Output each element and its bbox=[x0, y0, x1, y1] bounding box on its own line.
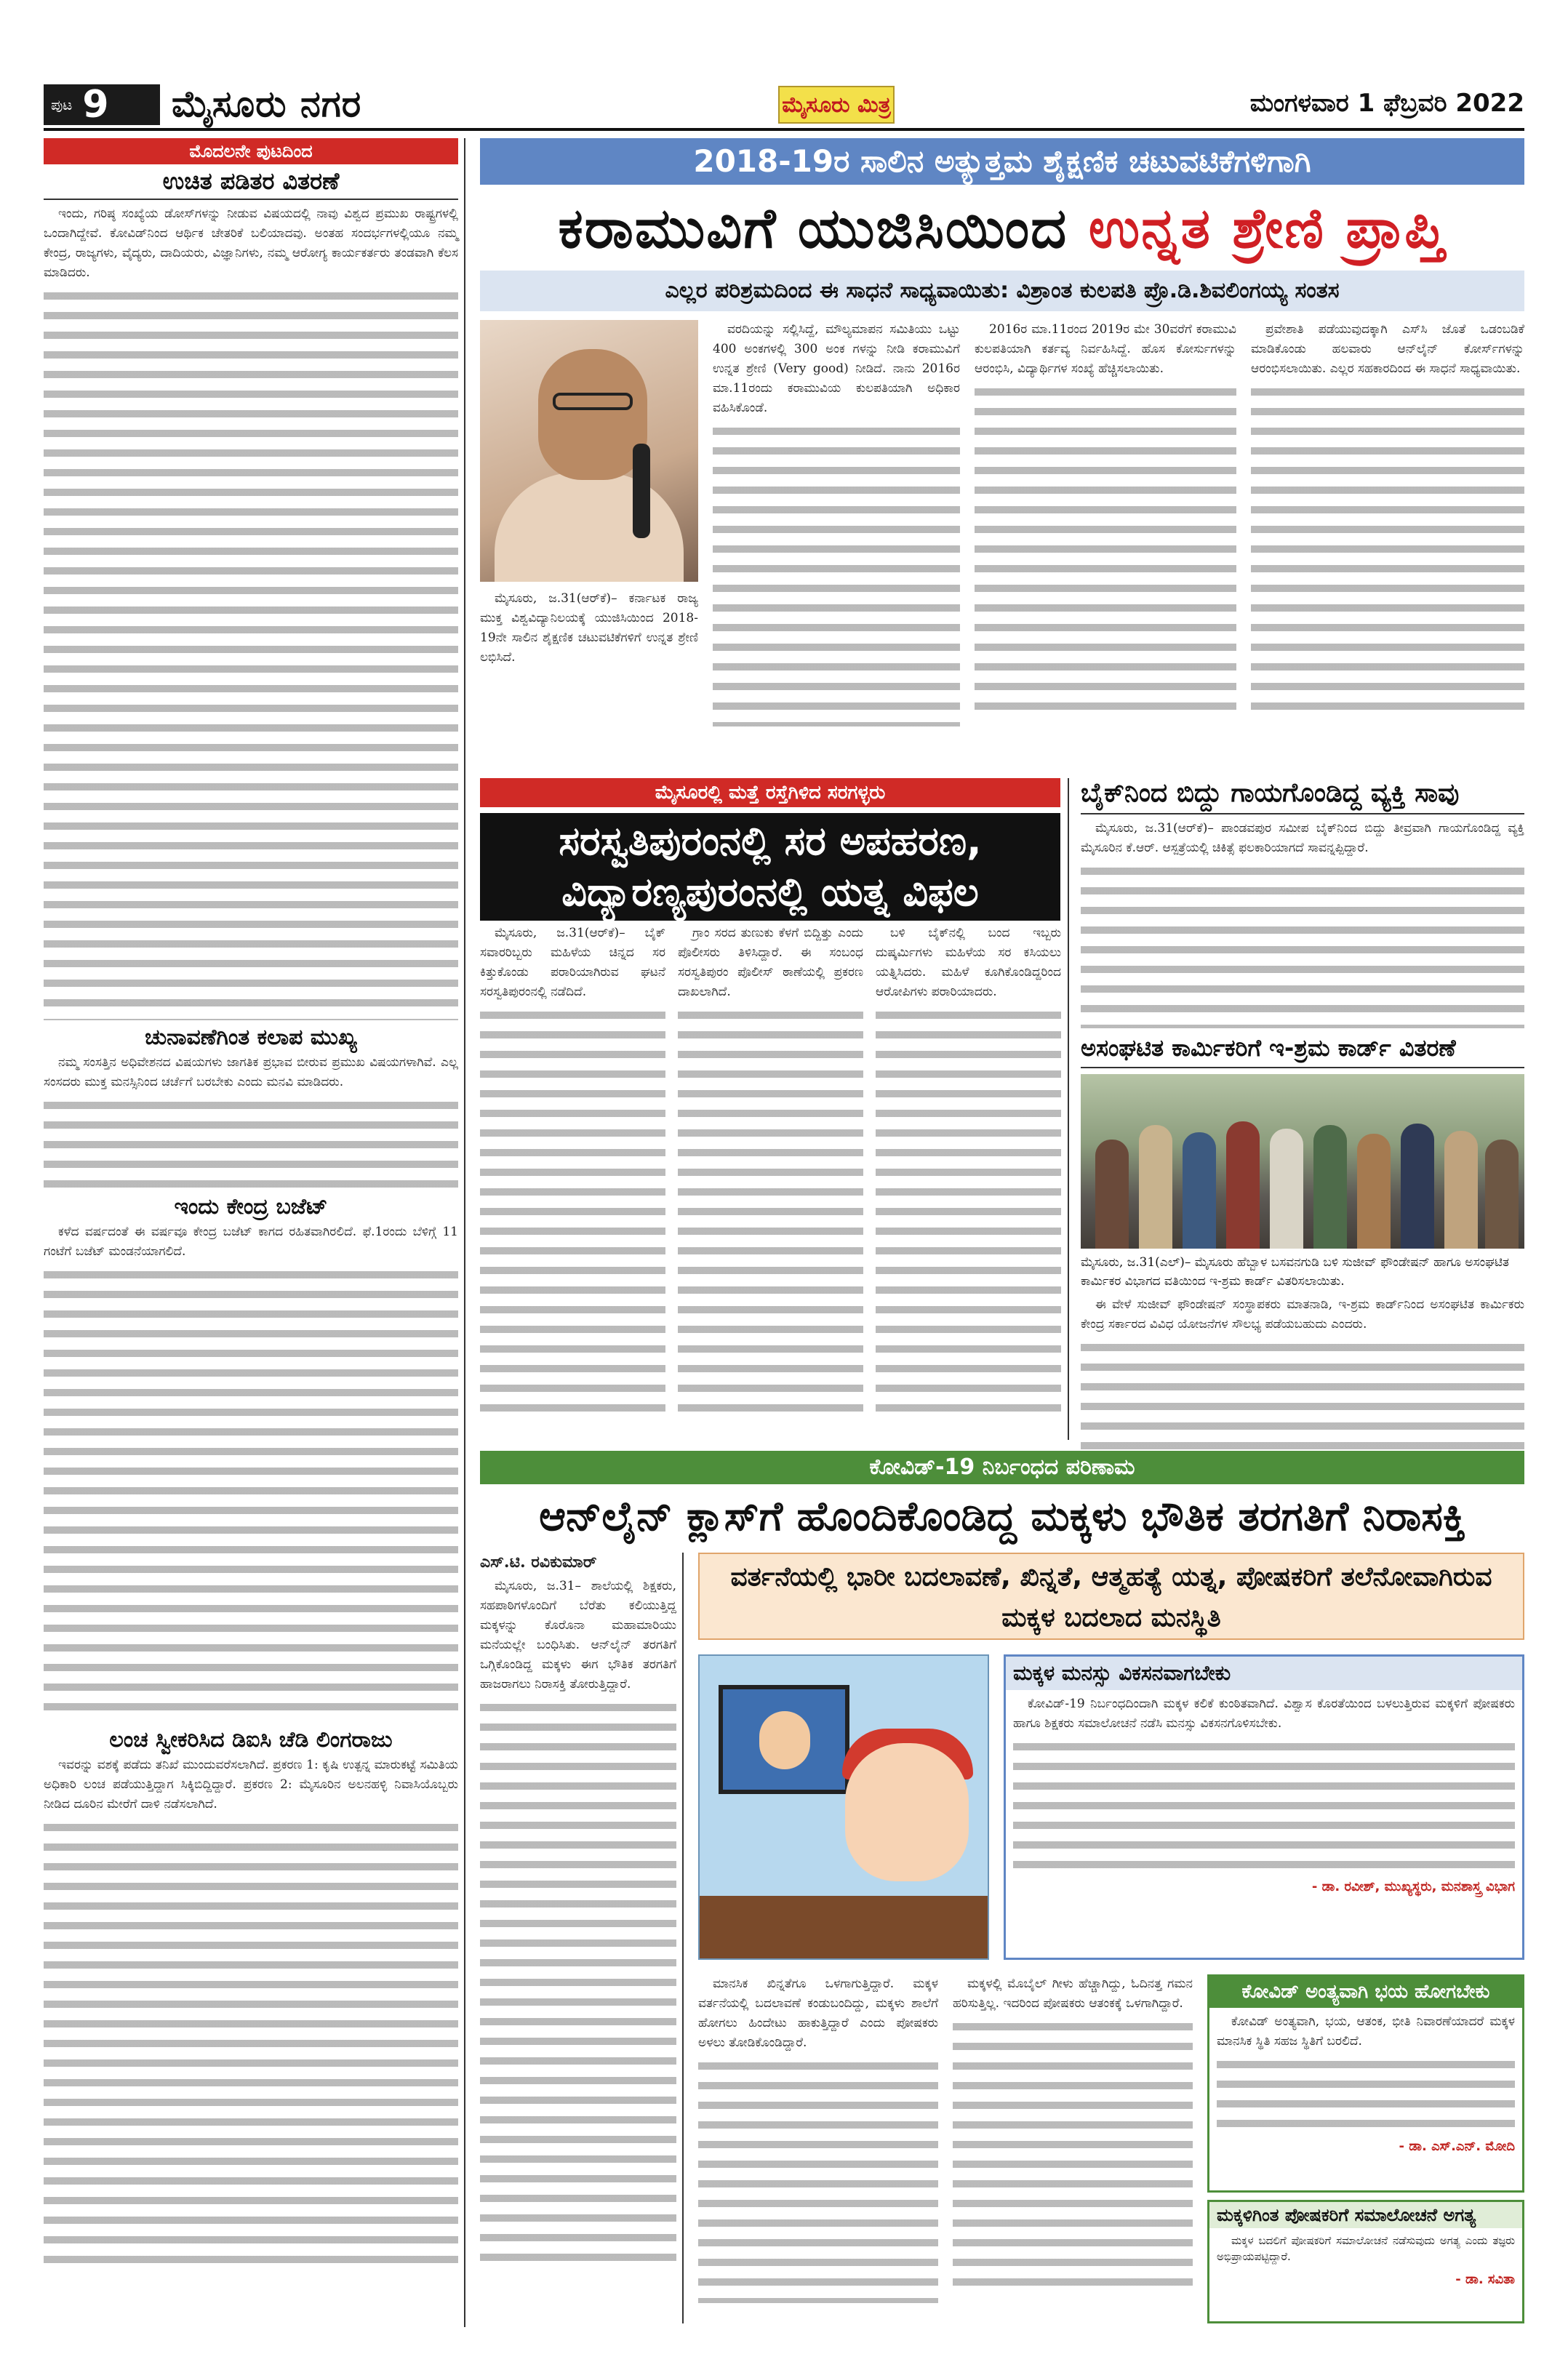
text-block bbox=[1081, 1337, 1524, 1454]
text-block bbox=[44, 1095, 458, 1190]
box-paragraph: ಮಕ್ಕಳ ಬದಲಿಗೆ ಪೋಷಕರಿಗೆ ಸಮಾಲೋಚನೆ ನಡೆಸುವುದು ಅಗತ್ಯ ಎಂದು ತಜ್ಞರು ಅಭಿಪ್ರಾಯಪಟ್ಟಿದ್ದಾರೆ. bbox=[1217, 2234, 1515, 2263]
story-column-2 bbox=[698, 1974, 938, 2323]
story-paragraph: ಬಳಿ ಬೈಕ್‌ನಲ್ಲಿ ಬಂದ ಇಬ್ಬರು ದುಷ್ಕರ್ಮಿಗಳು ಮಹಿಳೆಯ ಸರ ಕಸಿಯಲು ಯತ್ನಿಸಿದರು. ಮಹಿಳೆ ಕೂಗಿಕೊಂಡಿದ್ದರಿಂದ ಆರೋಪಿಗಳು ಪರಾರಿಯಾದರು. bbox=[876, 926, 1061, 999]
photo-glasses bbox=[553, 393, 633, 410]
photo-caption: ಮೈಸೂರು, ಜ.31(ಎಲ್‌)– ಮೈಸೂರು ಹೆಬ್ಬಾಳ ಬಸವನಗುಡಿ ಬಳಿ ಸುಜೀವ್ ಫೌಂಡೇಷನ್ ಹಾಗೂ ಅಸಂಘಟಿತ ಕಾರ್ಮಿಕರ ವಿಭಾಗದ ವತಿಯಿಂದ ಇ-ಶ್ರಮ ಕಾರ್ಡ್ ವಿತರಿಸಲಾಯಿತು. bbox=[1081, 1255, 1510, 1289]
text-block bbox=[975, 382, 1236, 716]
text-block bbox=[1251, 382, 1524, 716]
box-attribution: - ಡಾ. ರವೀಶ್, ಮುಖ್ಯಸ್ಥರು, ಮನಶಾಸ್ತ್ರ ವಿಭಾಗ bbox=[1311, 1879, 1515, 1894]
chain-snatching-story bbox=[480, 778, 1069, 1440]
story-column-1 bbox=[480, 1553, 684, 2323]
expert-box bbox=[1207, 1974, 1524, 2193]
story-column-1 bbox=[480, 924, 665, 1433]
section-title: ಮೈಸೂರು ನಗರ bbox=[172, 83, 362, 125]
lead-column-3 bbox=[975, 320, 1236, 756]
story-headline: ಚುನಾವಣೆಗಿಂತ ಕಲಾಪ ಮುಖ್ಯ bbox=[145, 1025, 357, 1050]
photo-figure bbox=[1313, 1125, 1347, 1249]
photo-figure bbox=[1226, 1121, 1260, 1249]
text-block bbox=[1217, 2054, 1515, 2134]
masthead bbox=[44, 80, 1524, 131]
story-paragraph: ಗ್ರಾಂ ಸರದ ತುಣುಕು ಕೆಳಗೆ ಬಿದ್ದಿತ್ತು ಎಂದು ಪೊಲೀಸರು ತಿಳಿಸಿದ್ದಾರೆ. ಈ ಸಂಬಂಧ ಸರಸ್ವತಿಪುರಂ ಪೊಲೀಸ್ ಠಾಣೆಯಲ್ಲಿ ಪ್ರಕರಣ ದಾಖಲಾಗಿದೆ. bbox=[678, 926, 863, 999]
story-paragraph: ಮೈಸೂರು, ಜ.31(ಆರ್‌ಕೆ)– ಕರ್ನಾಟಕ ರಾಜ್ಯ ಮುಕ್ತ ವಿಶ್ವವಿದ್ಯಾನಿಲಯಕ್ಕೆ ಯುಜಿಸಿಯಿಂದ 2018-19ನೇ ಸಾಲಿನ ಶೈಕ್ಷಣಿಕ ಚಟುವಟಿಕೆಗಳಿಗೆ ಉನ್ನತ ಶ್ರೇಣಿ ಲಭಿಸಿದೆ. bbox=[480, 591, 698, 665]
text-block bbox=[1081, 861, 1524, 1028]
expert-box bbox=[1207, 2200, 1524, 2323]
box-headline: ಮಕ್ಕಳಿಗಿಂತ ಪೋಷಕರಿಗೆ ಸಮಾಲೋಚನೆ ಅಗತ್ಯ bbox=[1209, 2202, 1522, 2228]
story-body bbox=[1081, 1295, 1524, 1334]
story-paragraph: ಮೈಸೂರು, ಜ.31– ಶಾಲೆಯಲ್ಲಿ ಶಿಕ್ಷಕರು, ಸಹಪಾಠಿಗಳೊಂದಿಗೆ ಬೆರೆತು ಕಲಿಯುತ್ತಿದ್ದ ಮಕ್ಕಳನ್ನು ಕೊರೊನಾ ಮಹಾಮಾರಿಯು ಮನೆಯಲ್ಲೇ ಬಂಧಿಸಿತು. ಆನ್‌ಲೈನ್ ತರಗತಿಗೆ ಒಗ್ಗಿಕೊಂಡಿದ್ದ ಮಕ್ಕಳು ಈಗ ಭೌತಿಕ ತರಗತಿಗೆ ಹಾಜರಾಗಲು ನಿರಾಸಕ್ತಿ ತೋರುತ್ತಿದ್ದಾರೆ. bbox=[480, 1579, 676, 1692]
lead-headline-part2: ಉನ್ನತ ಶ್ರೇಣಿ ಪ್ರಾಪ್ತಿ bbox=[1088, 196, 1447, 260]
story-paragraph: ಮೈಸೂರು, ಜ.31(ಆರ್‌ಕೆ)– ಬೈಕ್ ಸವಾರರಿಬ್ಬರು ಮಹಿಳೆಯ ಚಿನ್ನದ ಸರ ಕಿತ್ತುಕೊಂಡು ಪರಾರಿಯಾಗಿರುವ ಘಟನೆ ಸರಸ್ವತಿಪುರಂನಲ್ಲಿ ನಡೆದಿದೆ. bbox=[480, 926, 665, 999]
lead-column-2 bbox=[713, 320, 960, 756]
crowd-photo bbox=[1081, 1074, 1524, 1249]
photo-figure bbox=[1183, 1132, 1216, 1249]
speaker-photo bbox=[480, 320, 698, 582]
story-paragraph: ಈ ವೇಳೆ ಸುಜೀವ್ ಫೌಂಡೇಷನ್ ಸಂಸ್ಥಾಪಕರು ಮಾತನಾಡಿ, ಇ-ಶ್ರಮ ಕಾರ್ಡ್‌ನಿಂದ ಅಸಂಘಟಿತ ಕಾರ್ಮಿಕರು ಕೇಂದ್ರ ಸರ್ಕಾರದ ವಿವಿಧ ಯೋಜನೆಗಳ ಸೌಲಭ್ಯ ಪಡೆಯಬಹುದು ಎಂದರು. bbox=[1081, 1297, 1524, 1332]
story-headline: ಅಸಂಘಟಿತ ಕಾರ್ಮಿಕರಿಗೆ ಇ-ಶ್ರಮ ಕಾರ್ಡ್ ವಿತರಣೆ bbox=[1081, 1034, 1524, 1068]
photo-figure bbox=[1357, 1134, 1391, 1249]
photo-face bbox=[538, 349, 647, 480]
story-headline: ಇಂದು ಕೇಂದ್ರ ಬಜೆಟ್ bbox=[174, 1194, 328, 1220]
text-block bbox=[44, 1817, 458, 2268]
box-paragraph: ಕೋವಿಡ್ ಅಂತ್ಯವಾಗಿ, ಭಯ, ಆತಂಕ, ಭೀತಿ ನಿವಾರಣೆಯಾದರೆ ಮಕ್ಕಳ ಮಾನಸಿಕ ಸ್ಥಿತಿ ಸಹಜ ಸ್ಥಿತಿಗೆ ಬರಲಿದೆ. bbox=[1217, 2014, 1515, 2049]
story-headline: ಬೈಕ್‌ನಿಂದ ಬಿದ್ದು ಗಾಯಗೊಂಡಿದ್ದ ವ್ಯಕ್ತಿ ಸಾವು bbox=[1081, 778, 1524, 814]
story-body bbox=[44, 1053, 458, 1092]
story-paragraph: ನಮ್ಮ ಸಂಸತ್ತಿನ ಅಧಿವೇಶನದ ವಿಷಯಗಳು ಜಾಗತಿಕ ಪ್ರಭಾವ ಬೀರುವ ಪ್ರಮುಖ ವಿಷಯಗಳಾಗಿವೆ. ಎಲ್ಲ ಸಂಸದರು ಮುಕ್ತ ಮನಸ್ಸಿನಿಂದ ಚರ್ಚೆಗೆ ಬರಬೇಕು ಎಂದು ಮನವಿ ಮಾಡಿದರು. bbox=[44, 1055, 458, 1089]
cartoon-illustration bbox=[698, 1654, 989, 1960]
text-block bbox=[953, 2017, 1193, 2286]
lead-deck: ಎಲ್ಲರ ಪರಿಶ್ರಮದಿಂದ ಈ ಸಾಧನೆ ಸಾಧ್ಯವಾಯಿತು: ವಿಶ್ರಾಂತ ಕುಲಪತಿ ಪ್ರೊ.ಡಿ.ಶಿವಲಿಂಗಯ್ಯ ಸಂತಸ bbox=[480, 271, 1524, 311]
story-subdeck: ವರ್ತನೆಯಲ್ಲಿ ಭಾರೀ ಬದಲಾವಣೆ, ಖಿನ್ನತೆ, ಆತ್ಮಹತ್ಯೆ ಯತ್ನ, ಪೋಷಕರಿಗೆ ತಲೆನೋವಾಗಿರುವ ಮಕ್ಕಳ ಬದಲಾದ ಮನಸ್ಥಿತಿ bbox=[698, 1553, 1524, 1640]
story-body bbox=[44, 204, 458, 283]
photo-figure bbox=[1401, 1124, 1434, 1249]
box-body bbox=[1209, 2228, 1522, 2272]
photo-figure bbox=[1270, 1129, 1303, 1249]
issue-date: ಮಂಗಳವಾರ 1 ಫೆಬ್ರವರಿ 2022 bbox=[1249, 89, 1524, 118]
box-attribution: - ಡಾ. ಸವಿತಾ bbox=[1455, 2272, 1515, 2287]
story-column-2 bbox=[678, 924, 863, 1433]
lead-headline-part1: ಕರಾಮುವಿಗೆ ಯುಜಿಸಿಯಿಂದ bbox=[558, 196, 1068, 260]
lead-column-4 bbox=[1251, 320, 1524, 756]
story-headline: ಸರಸ್ವತಿಪುರಂನಲ್ಲಿ ಸರ ಅಪಹರಣ, ವಿದ್ಯಾರಣ್ಯಪುರಂನಲ್ಲಿ ಯತ್ನ ವಿಫಲ bbox=[480, 813, 1060, 921]
story-column-3 bbox=[876, 924, 1061, 1433]
text-block bbox=[713, 421, 960, 726]
covid-children-story bbox=[480, 1451, 1524, 2327]
story-paragraph: ಇಂದು, ಗರಿಷ್ಠ ಸಂಖ್ಯೆಯ ಡೋಸ್‌ಗಳನ್ನು ನೀಡುವ ವಿಷಯದಲ್ಲಿ ನಾವು ವಿಶ್ವದ ಪ್ರಮುಖ ರಾಷ್ಟ್ರಗಳಲ್ಲಿ ಒಂದಾಗಿದ್ದೇವೆ. ಕೋವಿಡ್‌ನಿಂದ ಆರ್ಥಿಕ ಚೇತರಿಕೆ ಬಲಿಯಾದವು. ಅಂತಹ ಸಂದರ್ಭಗಳಲ್ಲಿಯೂ ನಮ್ಮ ಕೇಂದ್ರ, ರಾಜ್ಯಗಳು, ವೈದ್ಯರು, ದಾದಿಯರು, ವಿಜ್ಞಾನಿಗಳು, ನಮ್ಮ ಆರೋಗ್ಯ ಕಾರ್ಯಕರ್ತರು ತಂಡವಾಗಿ ಕೆಲಸ ಮಾಡಿದರು. bbox=[44, 207, 458, 280]
story-paragraph: ಮೈಸೂರು, ಜ.31(ಆರ್‌ಕೆ)– ಪಾಂಡವಪುರ ಸಮೀಪ ಬೈಕ್‌ನಿಂದ ಬಿದ್ದು ತೀವ್ರವಾಗಿ ಗಾಯಗೊಂಡಿದ್ದ ವ್ಯಕ್ತಿ ಮೈಸೂರಿನ ಕೆ.ಆರ್. ಆಸ್ಪತ್ರೆಯಲ್ಲಿ ಚಿಕಿತ್ಸೆ ಫಲಕಾರಿಯಾಗದೆ ಸಾವನ್ನಪ್ಪಿದ್ದಾರೆ. bbox=[1081, 821, 1524, 855]
text-block bbox=[876, 1005, 1061, 1412]
box-body bbox=[1006, 1690, 1522, 1879]
story-body bbox=[44, 1756, 458, 1814]
right-stories bbox=[1081, 778, 1524, 1440]
story-headline: ಲಂಚ ಸ್ವೀಕರಿಸಿದ ಡಿಐಸಿ ಚೆಡಿ ಲಿಂಗರಾಜು bbox=[109, 1727, 393, 1753]
newspaper-logo bbox=[778, 86, 895, 124]
story-paragraph: 2016ರ ಮಾ.11ರಂದ 2019ರ ಮೇ 30ವರೆಗೆ ಕರಾಮುವಿ ಕುಲಪತಿಯಾಗಿ ಕರ್ತವ್ಯ ನಿರ್ವಹಿಸಿದ್ದೆ. ಹೊಸ ಕೋರ್ಸುಗಳನ್ನು ಆರಂಭಿಸಿ, ವಿದ್ಯಾರ್ಥಿಗಳ ಸಂಖ್ಯೆ ಹೆಚ್ಚಿಸಲಾಯಿತು. bbox=[975, 322, 1236, 376]
text-block bbox=[44, 286, 458, 1020]
lead-column-1 bbox=[480, 589, 698, 756]
story-kicker: ಕೋವಿಡ್-19 ನಿರ್ಬಂಧದ ಪರಿಣಾಮ bbox=[480, 1451, 1524, 1484]
text-block bbox=[480, 1697, 676, 2265]
lead-story bbox=[480, 138, 1524, 771]
monitor-icon bbox=[719, 1685, 849, 1794]
byline: ಎಸ್.ಟಿ. ರವಿಕುಮಾರ್ bbox=[480, 1553, 597, 1572]
story-paragraph: ಕಳೆದ ವರ್ಷದಂತೆ ಈ ವರ್ಷವೂ ಕೇಂದ್ರ ಬಜೆಟ್ ಕಾಗದ ರಹಿತವಾಗಿರಲಿದೆ. ಫೆ.1ರಂದು ಬೆಳಿಗ್ಗೆ 11 ಗಂಟೆಗೆ ಬಜೆಟ್ ಮಂಡನೆಯಾಗಲಿದೆ. bbox=[44, 1225, 458, 1259]
story-paragraph: ಪ್ರವೇಶಾತಿ ಪಡೆಯುವುದಕ್ಕಾಗಿ ಎಸ್‌ಸಿ ಜೊತೆ ಒಡಂಬಡಿಕೆ ಮಾಡಿಕೊಂಡು ಹಲವಾರು ಆನ್‌ಲೈನ್ ಕೋರ್ಸ್‌ಗಳನ್ನು ಆರಂಭಿಸಲಾಯಿತು. ಎಲ್ಲರ ಸಹಕಾರದಿಂದ ಈ ಸಾಧನೆ ಸಾಧ್ಯವಾಯಿತು. bbox=[1251, 322, 1524, 376]
story-headline: ಉಚಿತ ಪಡಿತರ ವಿತರಣೆ bbox=[44, 167, 458, 200]
logo-text: ಮೈಸೂರು ಮಿತ್ರ bbox=[782, 92, 891, 118]
expert-box bbox=[1004, 1654, 1524, 1960]
story-body bbox=[44, 1222, 458, 1262]
story-headline: ಆನ್‌ಲೈನ್ ಕ್ಲಾಸ್‌ಗೆ ಹೊಂದಿಕೊಂಡಿದ್ದ ಮಕ್ಕಳು ಭೌತಿಕ ತರಗತಿಗೆ ನಿರಾಸಕ್ತಿ bbox=[539, 1493, 1465, 1540]
story-paragraph: ಮಾನಸಿಕ ಖಿನ್ನತೆಗೂ ಒಳಗಾಗುತ್ತಿದ್ದಾರೆ. ಮಕ್ಕಳ ವರ್ತನೆಯಲ್ಲಿ ಬದಲಾವಣೆ ಕಂಡುಬಂದಿದ್ದು, ಮಕ್ಕಳು ಶಾಲೆಗೆ ಹೋಗಲು ಹಿಂದೇಟು ಹಾಕುತ್ತಿದ್ದಾರೆ ಎಂದು ಪೋಷಕರು ಅಳಲು ತೋಡಿಕೊಂಡಿದ್ದಾರೆ. bbox=[698, 1977, 938, 2050]
story-column-3 bbox=[953, 1974, 1193, 2323]
story-paragraph: ಮಕ್ಕಳಲ್ಲಿ ಮೊಬೈಲ್ ಗೀಳು ಹೆಚ್ಚಾಗಿದ್ದು, ಓದಿನತ್ತ ಗಮನ ಹರಿಸುತ್ತಿಲ್ಲ. ಇದರಿಂದ ಪೋಷಕರು ಆತಂಕಕ್ಕೆ ಒಳಗಾಗಿದ್ದಾರೆ. bbox=[953, 1977, 1193, 2011]
box-body bbox=[1209, 2008, 1522, 2139]
box-paragraph: ಕೋವಿಡ್-19 ನಿರ್ಬಂಧದಿಂದಾಗಿ ಮಕ್ಕಳ ಕಲಿಕೆ ಕುಂಠಿತವಾಗಿದೆ. ವಿಶ್ವಾಸ ಕೊರತೆಯಿಂದ ಬಳಲುತ್ತಿರುವ ಮಕ್ಕಳಿಗೆ ಪೋಷಕರು ಹಾಗೂ ಶಿಕ್ಷಕರು ಸಮಾಲೋಚನೆ ನಡೆಸಿ ಮನಸ್ಸು ವಿಕಸನಗೊಳಿಸಬೇಕು. bbox=[1013, 1697, 1515, 1731]
page-number-box bbox=[44, 84, 160, 125]
text-block bbox=[678, 1005, 863, 1412]
box-headline: ಕೋವಿಡ್ ಅಂತ್ಯವಾಗಿ ಭಯ ಹೋಗಬೇಕು bbox=[1209, 1977, 1522, 2008]
text-block bbox=[698, 2056, 938, 2303]
text-block bbox=[1013, 1737, 1515, 1875]
photo-figure bbox=[1139, 1125, 1172, 1249]
text-block bbox=[44, 1265, 458, 1723]
continued-tag: ಮೊದಲನೇ ಪುಟದಿಂದ bbox=[44, 138, 458, 164]
photo-figure bbox=[1444, 1131, 1478, 1249]
lead-headline bbox=[480, 193, 1524, 263]
text-block bbox=[480, 1005, 665, 1412]
story-kicker: ಮೈಸೂರಲ್ಲಿ ಮತ್ತೆ ರಸ್ತೆಗಿಳಿದ ಸರಗಳ್ಳರು bbox=[480, 778, 1060, 807]
story-paragraph: ಇವರನ್ನು ವಶಕ್ಕೆ ಪಡೆದು ತನಿಖೆ ಮುಂದುವರೆಸಲಾಗಿದೆ. ಪ್ರಕರಣ 1: ಕೃಷಿ ಉತ್ಪನ್ನ ಮಾರುಕಟ್ಟೆ ಸಮಿತಿಯ ಅಧಿಕಾರಿ ಲಂಚ ಪಡೆಯುತ್ತಿದ್ದಾಗ ಸಿಕ್ಕಿಬಿದ್ದಿದ್ದಾರೆ. ಪ್ರಕರಣ 2: ಮೈಸೂರಿನ ಅಲನಹಳ್ಳಿ ನಿವಾಸಿಯೊಬ್ಬರು ನೀಡಿದ ದೂರಿನ ಮೇರೆಗೆ ದಾಳಿ ನಡೆಸಲಾಗಿದೆ. bbox=[44, 1758, 458, 1811]
left-column bbox=[44, 138, 465, 2327]
box-headline: ಮಕ್ಕಳ ಮನಸ್ಸು ವಿಕಸನವಾಗಬೇಕು bbox=[1006, 1657, 1522, 1690]
cartoon-child bbox=[845, 1743, 969, 1881]
page-number: 9 bbox=[82, 83, 109, 127]
cartoon-desk bbox=[700, 1896, 988, 1958]
photo-figure bbox=[1095, 1140, 1129, 1249]
lead-banner: 2018-19ರ ಸಾಲಿನ ಅತ್ಯುತ್ತಮ ಶೈಕ್ಷಣಿಕ ಚಟುವಟಿಕೆಗಳಿಗಾಗಿ bbox=[480, 138, 1524, 185]
box-attribution: - ಡಾ. ಎಸ್.ಎನ್. ಮೋದಿ bbox=[1399, 2139, 1515, 2154]
story-paragraph: ವರದಿಯನ್ನು ಸಲ್ಲಿಸಿದ್ದೆ, ಮೌಲ್ಯಮಾಪನ ಸಮಿತಿಯು ಒಟ್ಟು 400 ಅಂಕಗಳಲ್ಲಿ 300 ಅಂಕ ಗಳನ್ನು ನೀಡಿ ಕರಾಮುವಿಗೆ ಉನ್ನತ ಶ್ರೇಣಿ (Very good) ನೀಡಿದೆ. ನಾನು 2016ರ ಮಾ.11ರಂದು ಕರಾಮುವಿಯ ಕುಲಪತಿಯಾಗಿ ಅಧಿಕಾರ ವಹಿಸಿಕೊಂಡೆ. bbox=[713, 322, 960, 415]
page-label: ಪುಟ bbox=[51, 96, 73, 113]
photo-shirt bbox=[495, 473, 684, 582]
story-body bbox=[1081, 819, 1524, 858]
microphone-icon bbox=[633, 444, 650, 538]
photo-figure bbox=[1485, 1140, 1519, 1249]
